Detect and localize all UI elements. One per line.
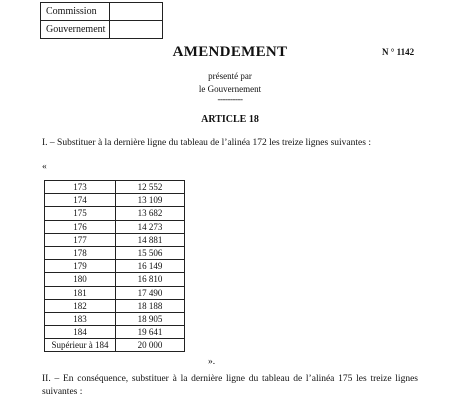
- table-cell-value: 13 109: [116, 194, 185, 207]
- table-cell-value: 20 000: [116, 339, 185, 352]
- table-row: [45, 299, 185, 312]
- header-label-commission: Commission: [41, 3, 110, 21]
- table-cell-index: 178: [45, 246, 116, 259]
- table-row: [45, 273, 185, 286]
- table-row: [45, 194, 185, 207]
- document-title: AMENDEMENT: [172, 44, 288, 60]
- table-cell-index: 182: [45, 299, 116, 312]
- table-cell-index: 179: [45, 260, 116, 273]
- table-cell-index: 181: [45, 286, 116, 299]
- presented-by-line2: le Gouvernement: [198, 84, 262, 94]
- table-cell-index: 175: [45, 207, 116, 220]
- header-box: [40, 2, 163, 39]
- table-row: [45, 233, 185, 246]
- header-value-commission: [110, 3, 163, 21]
- article-heading: ARTICLE 18: [201, 114, 259, 125]
- header-label-gouvernement: Gouvernement: [41, 21, 110, 39]
- table-row: [45, 207, 185, 220]
- table-row: [45, 220, 185, 233]
- table-cell-index: 174: [45, 194, 116, 207]
- table-cell-value: 14 273: [116, 220, 185, 233]
- header-value-gouvernement: [110, 21, 163, 39]
- table-row: [45, 312, 185, 325]
- amendment-number: N ° 1142: [382, 47, 415, 57]
- table-row: [45, 286, 185, 299]
- header-row-commission: [41, 3, 163, 21]
- table-cell-index: Supérieur à 184: [45, 339, 116, 352]
- table-cell-value: 16 149: [116, 260, 185, 273]
- table-cell-value: 13 682: [116, 207, 185, 220]
- close-quote: ».: [208, 357, 216, 367]
- table-cell-value: 14 881: [116, 233, 185, 246]
- data-table: [44, 180, 185, 352]
- table-row: [45, 339, 185, 352]
- table-cell-value: 17 490: [116, 286, 185, 299]
- table-cell-index: 177: [45, 233, 116, 246]
- presented-by-line1: présenté par: [208, 71, 252, 81]
- table-cell-index: 180: [45, 273, 116, 286]
- table-row: [45, 181, 185, 194]
- header-row-gouvernement: [41, 21, 163, 39]
- table-cell-index: 173: [45, 181, 116, 194]
- table-cell-index: 176: [45, 220, 116, 233]
- open-quote: «: [42, 162, 47, 172]
- table-cell-value: 12 552: [116, 181, 185, 194]
- table-cell-value: 18 905: [116, 312, 185, 325]
- paragraph-1: I. – Substituer à la dernière ligne du tableau de l’alinéa 172 les treize lignes suivantes :: [42, 138, 371, 148]
- table-row: [45, 260, 185, 273]
- table-row: [45, 246, 185, 259]
- separator: ----------: [217, 94, 243, 104]
- table-cell-value: 19 641: [116, 326, 185, 339]
- table-cell-index: 183: [45, 312, 116, 325]
- table-cell-value: 16 810: [116, 273, 185, 286]
- paragraph-2: II. – En conséquence, substituer à la dernière ligne du tableau de l’alinéa 175 les treize lignes suivantes :: [42, 374, 418, 397]
- table-cell-value: 15 506: [116, 246, 185, 259]
- table-cell-value: 18 188: [116, 299, 185, 312]
- table-cell-index: 184: [45, 326, 116, 339]
- table-row: [45, 326, 185, 339]
